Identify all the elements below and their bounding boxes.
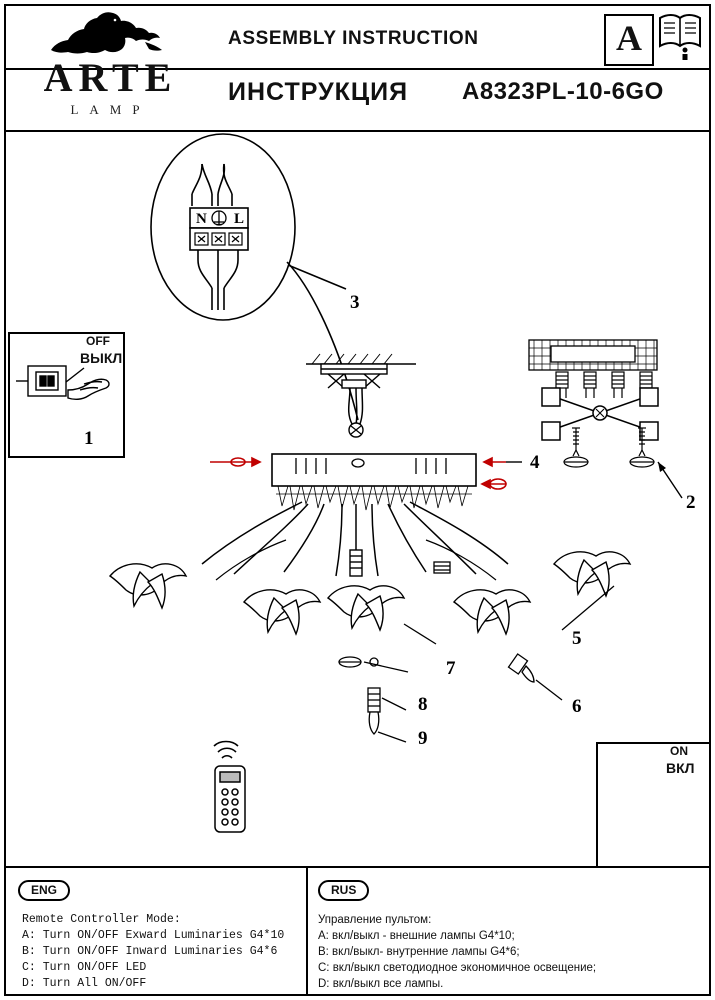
eng-line: A: Turn ON/OFF Exward Luminaries G4*10 [22, 929, 285, 942]
eng-line: D: Turn All ON/OFF [22, 977, 147, 990]
rus-line: B: вкл/выкл- внутренние лампы G4*6; [318, 946, 520, 958]
protection-class-box [604, 14, 654, 66]
svg-text:5: 5 [572, 628, 582, 649]
footer-column-divider [306, 868, 308, 996]
brand-sub: LAMP [70, 102, 151, 117]
brand-block [18, 10, 203, 125]
eng-line: B: Turn ON/OFF Inward Luminaries G4*6 [22, 945, 278, 958]
eng-line: Remote Controller Mode: [22, 913, 181, 926]
switch-on-label-ru: ВКЛ [666, 760, 695, 776]
svg-text:6: 6 [572, 696, 582, 717]
switch-off-label-ru: ВЫКЛ [80, 350, 123, 366]
footer-text-eng [22, 912, 300, 992]
footer-text-rus [318, 912, 700, 992]
lang-tag-rus: RUS [318, 880, 369, 901]
terminal-label-l: L [234, 211, 245, 227]
svg-text:3: 3 [350, 292, 360, 313]
manual-book-icon [658, 10, 702, 60]
svg-text:8: 8 [418, 694, 428, 715]
svg-text:2: 2 [686, 492, 696, 513]
terminal-label-n: N [196, 211, 207, 227]
rus-line: D: вкл/выкл все лампы. [318, 978, 444, 990]
rus-line: C: вкл/выкл светодиодное экономичное освещение; [318, 962, 597, 974]
switch-on-label-en: ON [670, 744, 688, 758]
model-number: A8323PL-10-6GO [462, 78, 664, 105]
lang-tag-eng: ENG [18, 880, 70, 901]
rus-line: Управление пультом: [318, 914, 432, 926]
title-russian: ИНСТРУКЦИЯ [228, 78, 409, 106]
switch-off-label-en: OFF [86, 334, 110, 348]
svg-text:7: 7 [446, 658, 456, 679]
brand-name: ARTE [43, 55, 178, 100]
svg-text:4: 4 [530, 452, 540, 473]
svg-text:1: 1 [84, 428, 94, 449]
footer-divider [6, 866, 709, 868]
diagram-stage [6, 132, 709, 866]
protection-class-letter: A [616, 18, 642, 58]
svg-text:9: 9 [418, 728, 428, 749]
rus-line: A: вкл/выкл - внешние лампы G4*10; [318, 930, 515, 942]
title-english: ASSEMBLY INSTRUCTION [228, 28, 479, 49]
eng-line: C: Turn ON/OFF LED [22, 961, 147, 974]
griffin-logo-icon [41, 10, 181, 56]
